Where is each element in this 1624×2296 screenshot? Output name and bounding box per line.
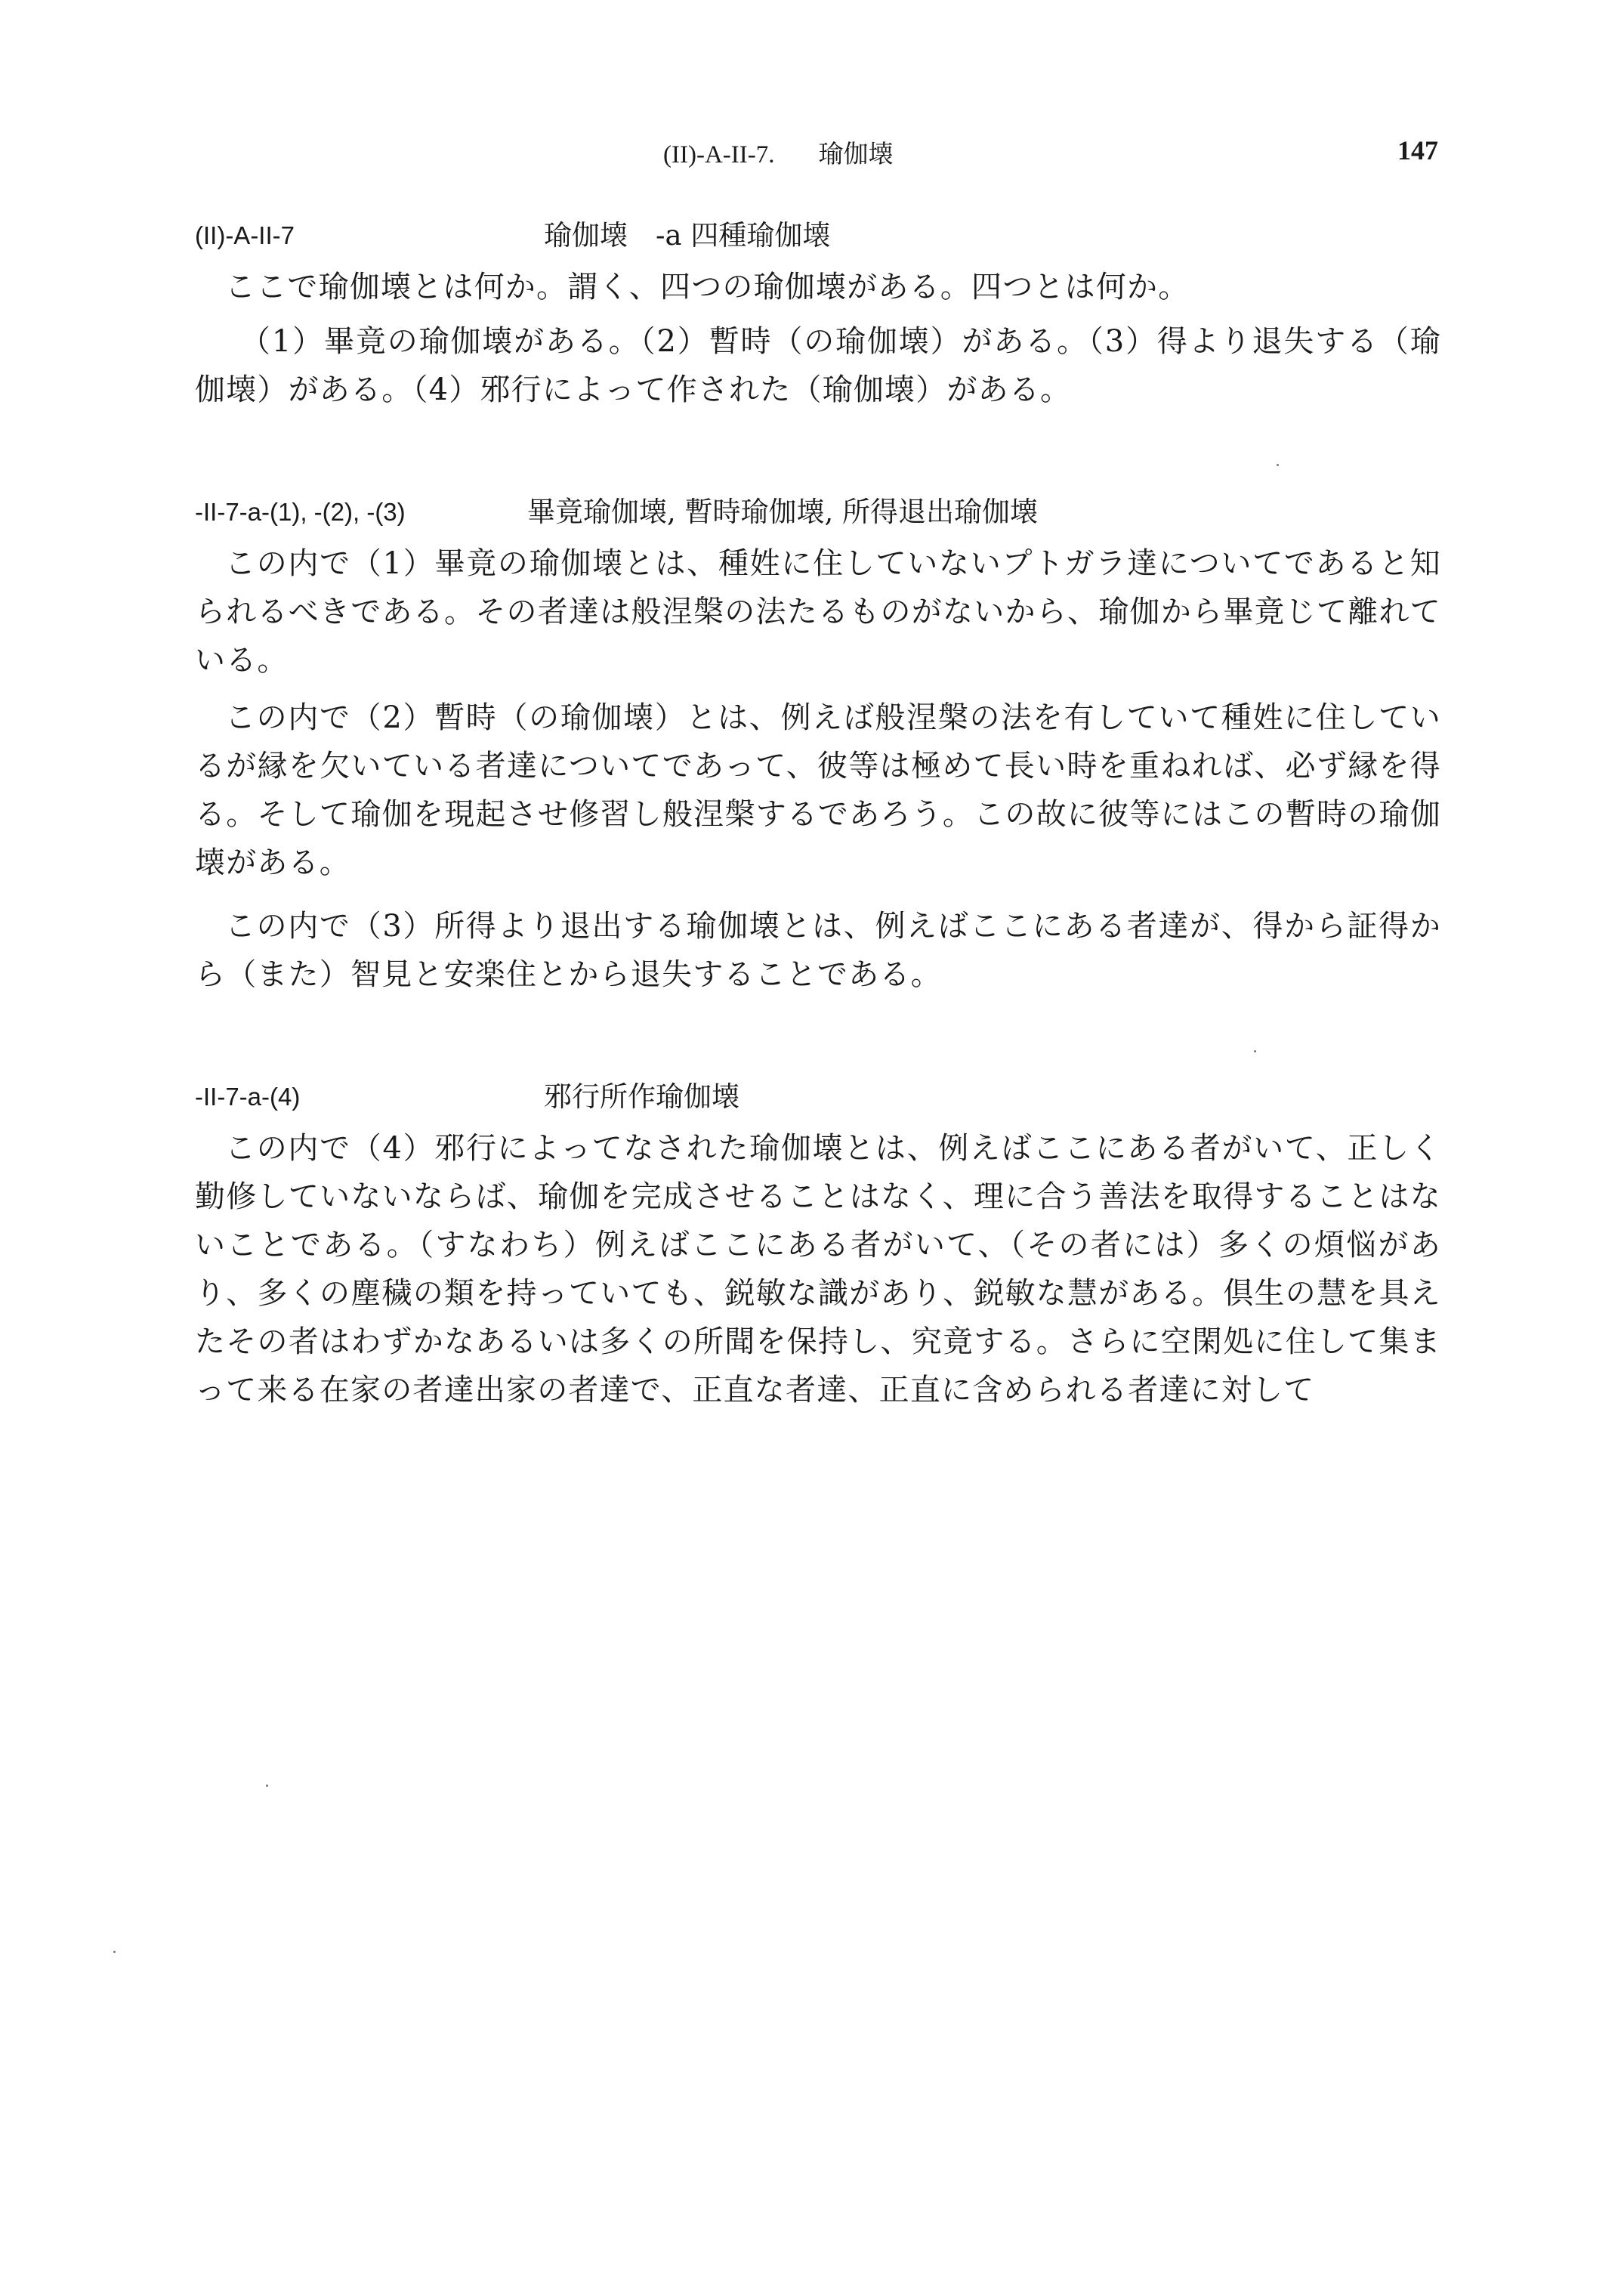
paragraph: ここで瑜伽壊とは何か。謂く、四つの瑜伽壊がある。四つとは何か。 — [225, 270, 1190, 304]
section-title: 畢竟瑜伽壊, 暫時瑜伽壊, 所得退出瑜伽壊 — [527, 496, 1039, 528]
section-heading-2 — [195, 493, 1039, 532]
section-title: 瑜伽壊 -a 四種瑜伽壊 — [544, 219, 831, 252]
section-code: -II-7-a-(4) — [195, 1083, 301, 1111]
running-head — [0, 134, 1624, 180]
running-head-title: 瑜伽壊 — [818, 141, 894, 168]
paragraph: （1）畢竟の瑜伽壊がある。（2）暫時（の瑜伽壊）がある。（3）得より退失する（瑜伽壊）がある。（4）邪行によって作された（瑜伽壊）がある。 — [195, 324, 1441, 407]
scan-speck — [266, 1785, 268, 1787]
section-code: (II)-A-II-7 — [195, 221, 295, 249]
scan-speck — [113, 1951, 116, 1953]
paragraph: この内で（3）所得より退出する瑜伽壊とは、例えばここにある者達が、得から証得から（また）智見と安楽住とから退失することである。 — [195, 909, 1441, 992]
paragraph: この内で（2）暫時（の瑜伽壊）とは、例えば般涅槃の法を有していて種姓に住しているが縁を欠いている者達についてであって、彼等は極めて長い時を重ねれば、必ず縁を得る。そして瑜伽を現起させ修習し般涅槃するであろう。この故に彼等にはこの暫時の瑜伽壊がある。 — [195, 700, 1441, 880]
section-heading-1 — [195, 216, 831, 255]
scan-speck — [1254, 1050, 1256, 1052]
section-title: 邪行所作瑜伽壊 — [544, 1080, 739, 1113]
paragraph: この内で（4）邪行によってなされた瑜伽壊とは、例えばここにある者がいて、正しく勤修していないならば、瑜伽を完成させることはなく、理に合う善法を取得することはないことである。（すなわち）例えばここにある者がいて、（その者には）多くの煩悩があり、多くの塵穢の類を持っていても、鋭敏な識があり、鋭敏な慧がある。倶生の慧を具えたその者はわずかなあるいは多くの所聞を保持し、究竟する。さらに空閑処に住して集まって来る在家の者達出家の者達で、正直な者達、正直に含められる者達に対して — [195, 1131, 1441, 1408]
scan-speck — [1277, 464, 1279, 466]
section-code: -II-7-a-(1), -(2), -(3) — [195, 498, 406, 526]
running-head-center — [663, 134, 894, 170]
page-number: 147 — [1397, 135, 1438, 165]
section-heading-3 — [195, 1077, 739, 1117]
paragraph: この内で（1）畢竟の瑜伽壊とは、種姓に住していないプトガラ達についてであると知られるべきである。その者達は般涅槃の法たるものがないから、瑜伽から畢竟じて離れている。 — [195, 546, 1441, 678]
running-head-section: (II)-A-II-7. — [663, 141, 775, 168]
